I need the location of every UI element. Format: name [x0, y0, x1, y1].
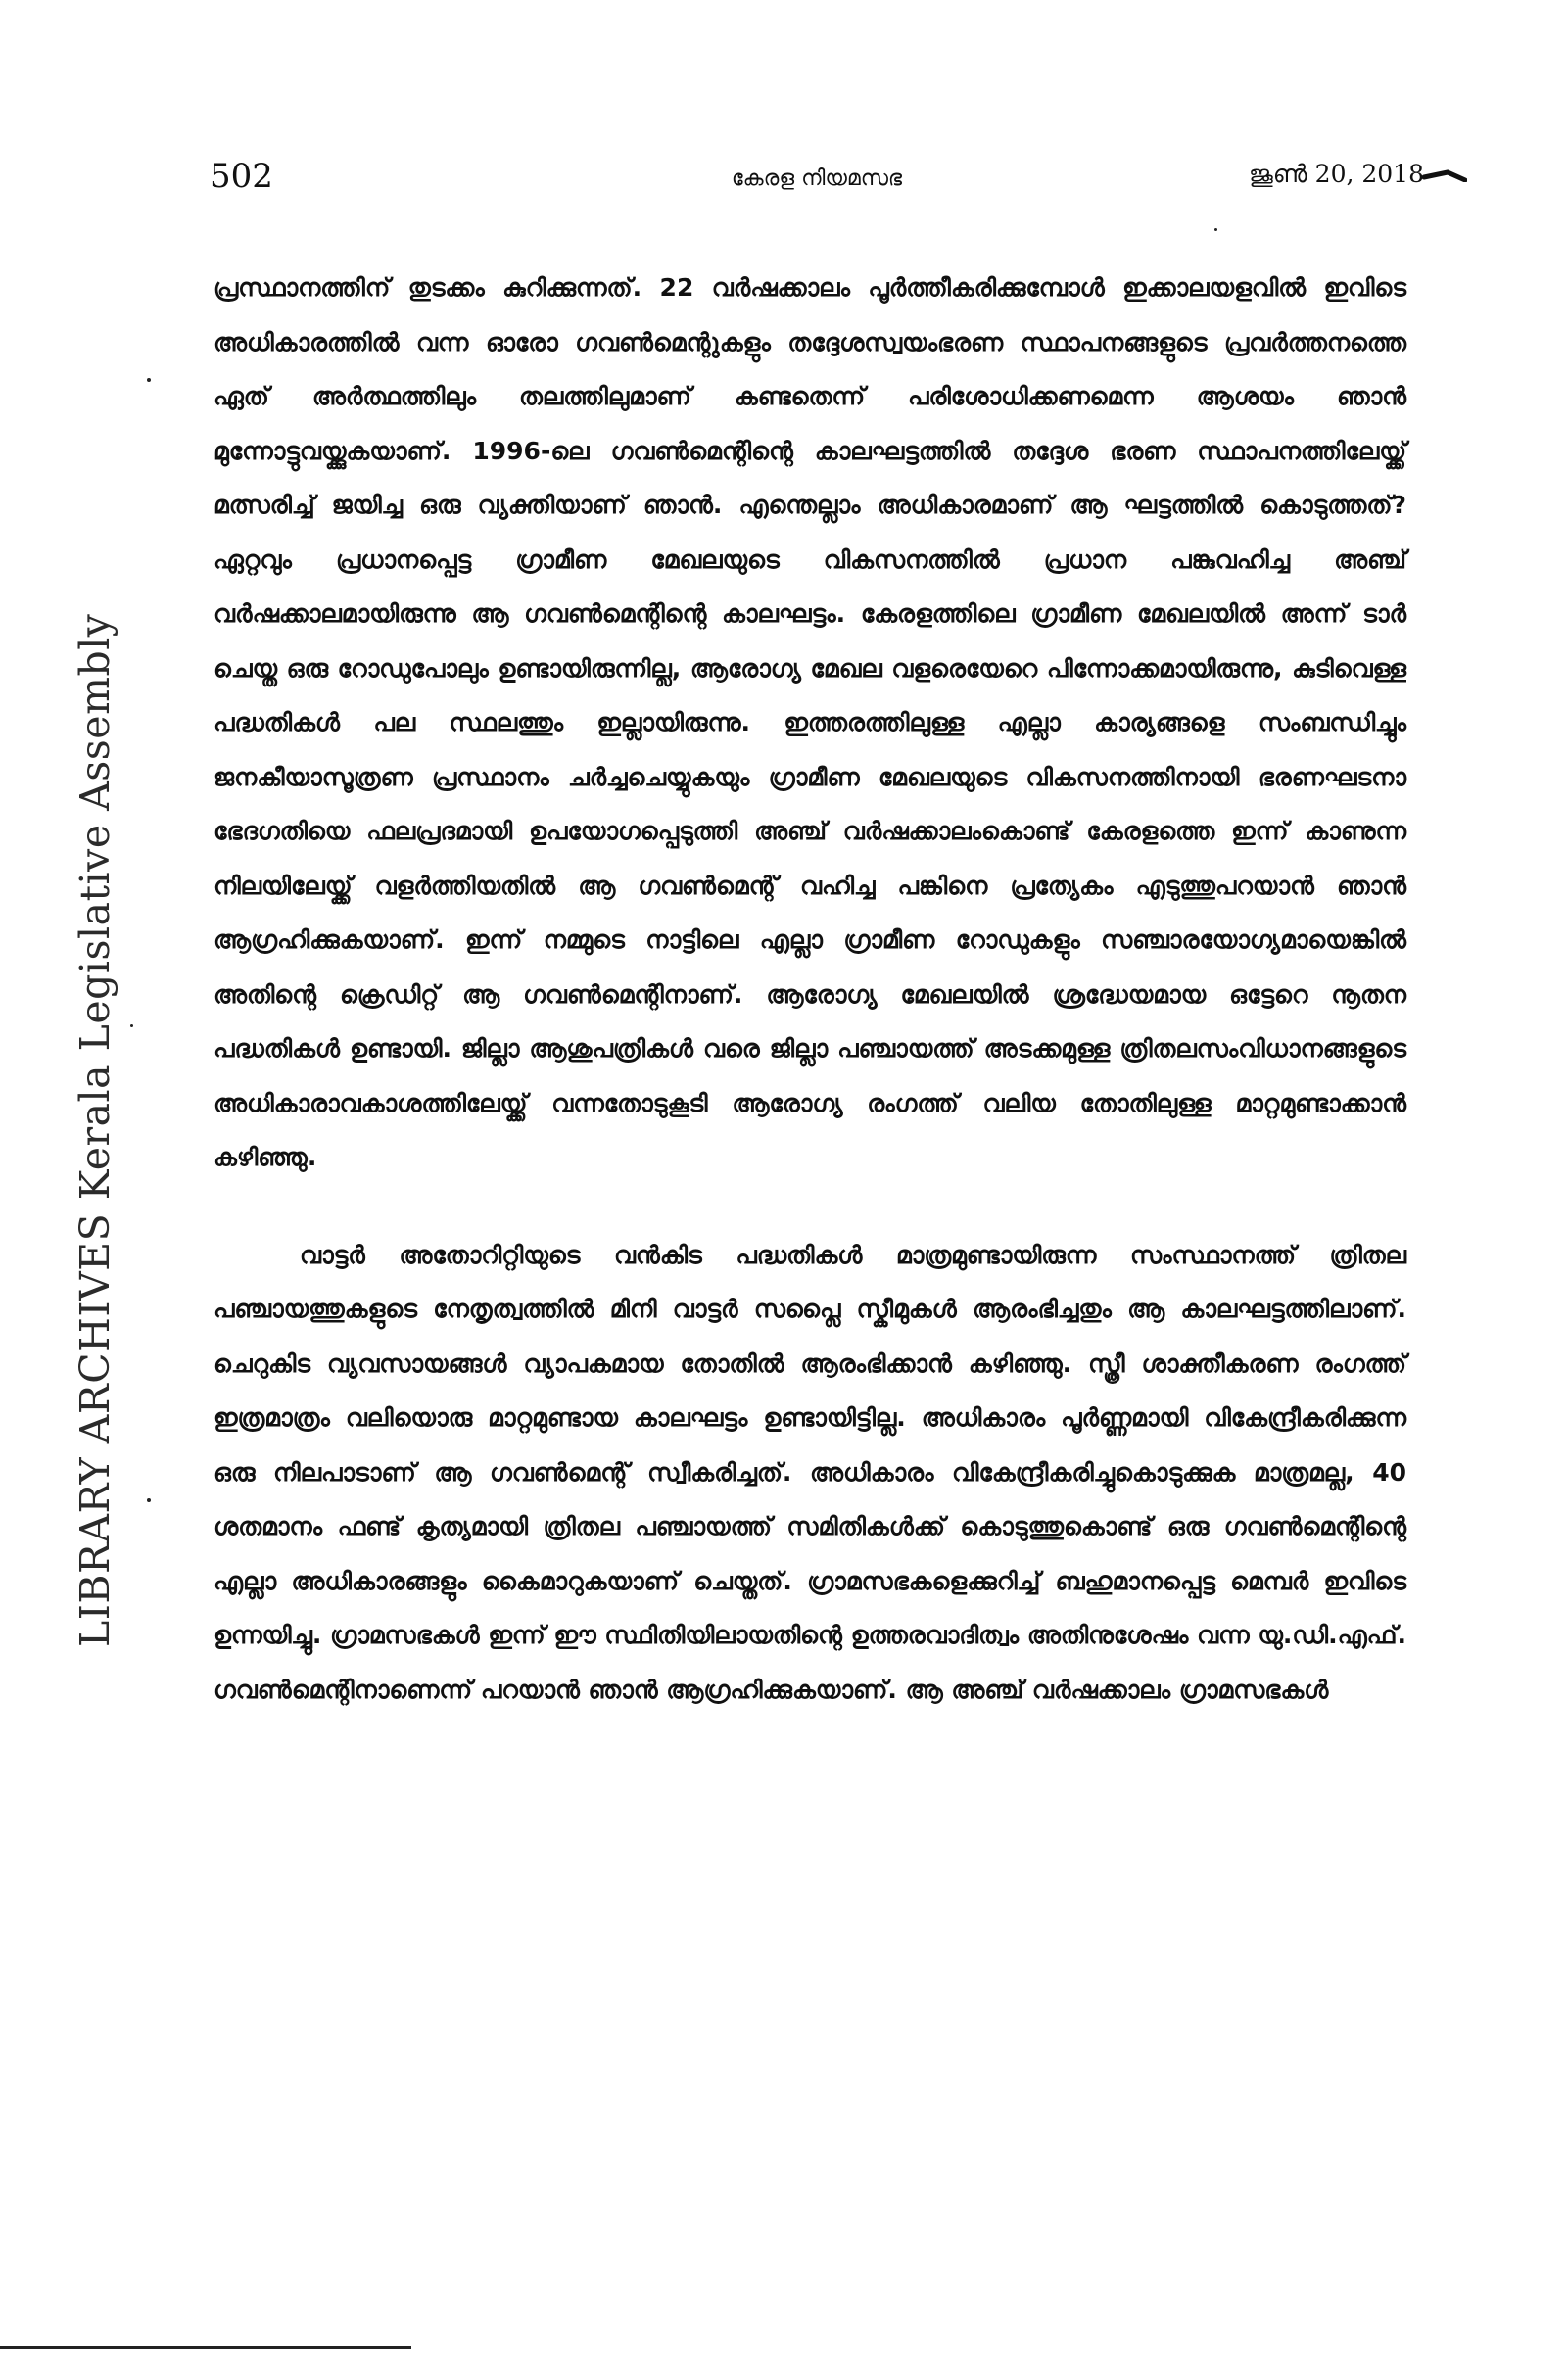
- scan-speck: [147, 378, 151, 382]
- running-title: കേരള നിയമസഭ: [731, 166, 903, 191]
- paragraph: വാട്ടർ അതോറിറ്റിയുടെ വൻകിട പദ്ധതികൾ മാത്രമുണ്ടായിരുന്ന സംസ്ഥാനത്ത് ത്രിതല പഞ്ചായത്തുകളുടെ നേതൃത്വത്തിൽ മിനി വാട്ടർ സപ്ലൈ സ്കീമുകൾ ആരംഭിച്ചതും ആ കാലഘട്ടത്തിലാണ്. ചെറുകിട വ്യവസായങ്ങൾ വ്യാപകമായ തോതിൽ ആരംഭിക്കാൻ കഴിഞ്ഞു. സ്ത്രീ ശാക്തീകരണ രംഗത്ത് ഇത്രമാത്രം വലിയൊരു മാറ്റമുണ്ടായ കാലഘട്ടം ഉണ്ടായിട്ടില്ല. അധികാരം പൂർണ്ണമായി വികേന്ദ്രീകരിക്കുന്ന ഒരു നിലപാടാണ് ആ ഗവൺമെന്റ് സ്വീകരിച്ചത്. അധികാരം വികേന്ദ്രീകരിച്ചുകൊടുക്കുക മാത്രമല്ല, 40 ശതമാനം ഫണ്ട് കൃത്യമായി ത്രിതല പഞ്ചായത്ത് സമിതികൾക്ക് കൊടുത്തുകൊണ്ട് ഒരു ഗവൺമെന്റിന്റെ എല്ലാ അധികാരങ്ങളും കൈമാറുകയാണ് ചെയ്തത്. ഗ്രാമസഭകളെക്കുറിച്ച് ബഹുമാനപ്പെട്ട മെമ്പർ ഇവിടെ ഉന്നയിച്ചു. ഗ്രാമസഭകൾ ഇന്ന് ഈ സ്ഥിതിയിലായതിന്റെ ഉത്തരവാദിത്വം അതിനുശേഷം വന്ന യു.ഡി.എഫ്. ഗവൺമെന്റിനാണെന്ന് പറയാൻ ഞാൻ ആഗ്രഹിക്കുകയാണ്. ആ അഞ്ച് വർഷക്കാലം ഗ്രാമസഭകൾ: [214, 1240, 1406, 1704]
- side-watermark: LIBRARY ARCHIVES Kerala Legislative Assembly: [71, 613, 119, 1647]
- scan-speck: [147, 1498, 151, 1502]
- header-date: ജൂൺ 20, 2018: [1248, 160, 1424, 188]
- body-text: [214, 260, 1406, 1717]
- scan-speck: [130, 1024, 133, 1027]
- corner-mark-icon: [1422, 168, 1467, 182]
- paragraph: പ്രസ്ഥാനത്തിന് തുടക്കം കുറിക്കുന്നത്. 22 വർഷക്കാലം പൂർത്തീകരിക്കുമ്പോൾ ഇക്കാലയളവിൽ ഇവിടെ അധികാരത്തിൽ വന്ന ഓരോ ഗവൺമെന്റുകളും തദ്ദേശസ്വയംഭരണ സ്ഥാപനങ്ങളുടെ പ്രവർത്തനത്തെ ഏത് അർത്ഥത്തിലും തലത്തിലുമാണ് കണ്ടതെന്ന് പരിശോധിക്കണമെന്ന ആശയം ഞാൻ മുന്നോട്ടുവയ്ക്കുകയാണ്. 1996-ലെ ഗവൺമെന്റിന്റെ കാലഘട്ടത്തിൽ തദ്ദേശ ഭരണ സ്ഥാപനത്തിലേയ്ക്ക് മത്സരിച്ച് ജയിച്ച ഒരു വ്യക്തിയാണ് ഞാൻ. എന്തെല്ലാം അധികാരമാണ് ആ ഘട്ടത്തിൽ കൊടുത്തത്? ഏറ്റവും പ്രധാനപ്പെട്ട ഗ്രാമീണ മേഖലയുടെ വികസനത്തിൽ പ്രധാന പങ്കുവഹിച്ച അഞ്ച് വർഷക്കാലമായിരുന്നു ആ ഗവൺമെന്റിന്റെ കാലഘട്ടം. കേരളത്തിലെ ഗ്രാമീണ മേഖലയിൽ അന്ന് ടാർ ചെയ്ത ഒരു റോഡുപോലും ഉണ്ടായിരുന്നില്ല, ആരോഗ്യ മേഖല വളരെയേറെ പിന്നോക്കമായിരുന്നു, കുടിവെള്ള പദ്ധതികൾ പല സ്ഥലത്തും ഇല്ലായിരുന്നു. ഇത്തരത്തിലുള്ള എല്ലാ കാര്യങ്ങളെ സംബന്ധിച്ചും ജനകീയാസൂത്രണ പ്രസ്ഥാനം ചർച്ചചെയ്യുകയും ഗ്രാമീണ മേഖലയുടെ വികസനത്തിനായി ഭരണഘടനാ ഭേദഗതിയെ ഫലപ്രദമായി ഉപയോഗപ്പെടുത്തി അഞ്ച് വർഷക്കാലംകൊണ്ട് കേരളത്തെ ഇന്ന് കാണുന്ന നിലയിലേയ്ക്ക് വളർത്തിയതിൽ ആ ഗവൺമെന്റ് വഹിച്ച പങ്കിനെ പ്രത്യേകം എടുത്തുപറയാൻ ഞാൻ ആഗ്രഹിക്കുകയാണ്. ഇന്ന് നമ്മുടെ നാട്ടിലെ എല്ലാ ഗ്രാമീണ റോഡുകളും സഞ്ചാരയോഗ്യമായെങ്കിൽ അതിന്റെ ക്രെഡിറ്റ് ആ ഗവൺമെന്റിനാണ്. ആരോഗ്യ മേഖലയിൽ ശ്രദ്ധേയമായ ഒട്ടേറെ നൂതന പദ്ധതികൾ ഉണ്ടായി. ജില്ലാ ആശുപത്രികൾ വരെ ജില്ലാ പഞ്ചായത്ത് അടക്കമുള്ള ത്രിതലസംവിധാനങ്ങളുടെ അധികാരാവകാശത്തിലേയ്ക്ക് വന്നതോടുകൂടി ആരോഗ്യ രംഗത്ത് വലിയ തോതിലുള്ള മാറ്റമുണ്ടാക്കാൻ കഴിഞ്ഞു.: [214, 273, 1406, 1171]
- page-number: 502: [210, 157, 273, 196]
- page-header: [210, 157, 1424, 206]
- bottom-rule: [0, 2346, 411, 2349]
- scan-speck: [1214, 228, 1217, 231]
